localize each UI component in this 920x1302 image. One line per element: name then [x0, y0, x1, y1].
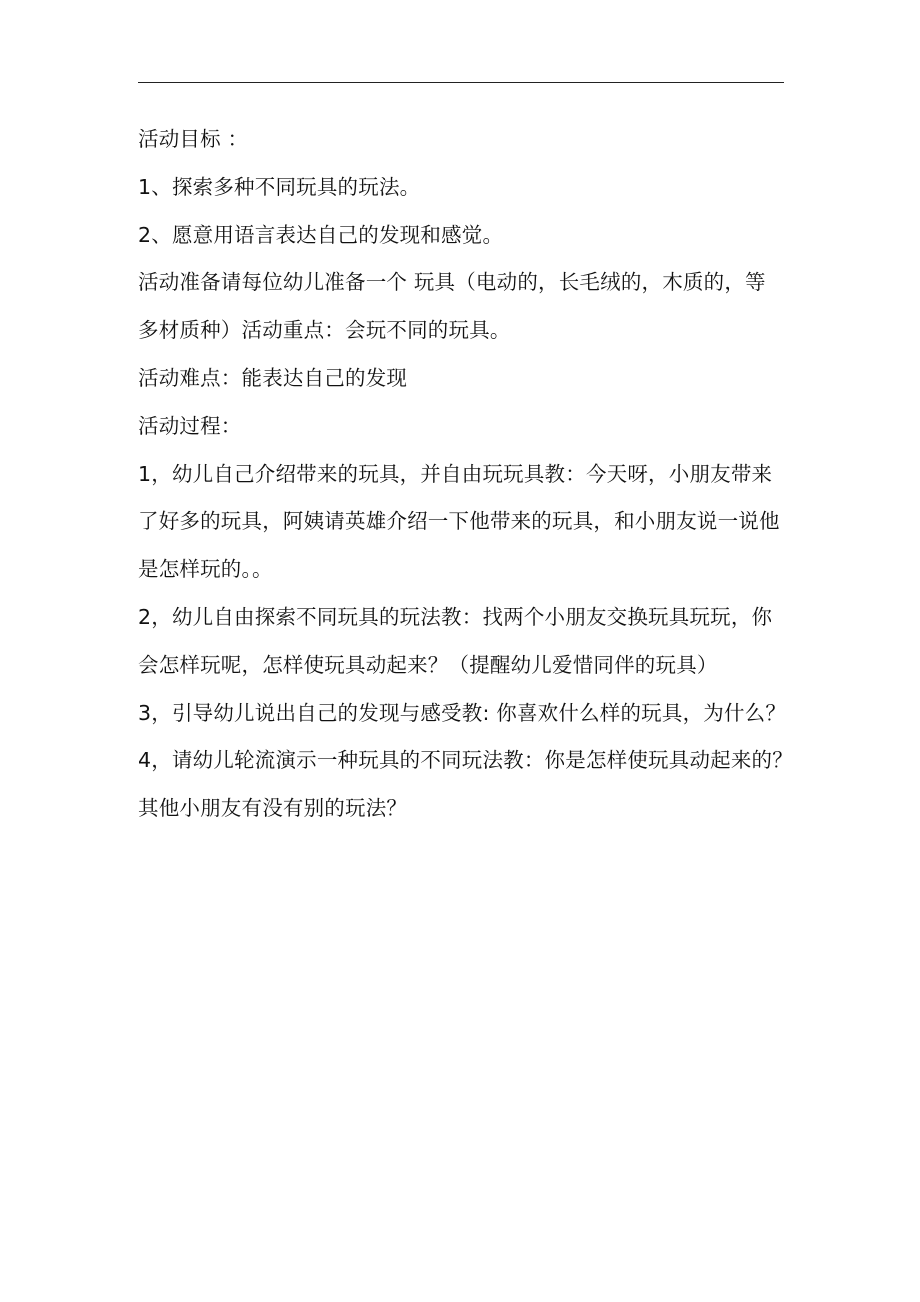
process-step-1-line-3: 是怎样玩的。。 — [138, 557, 273, 582]
process-step-2-line-2: 会怎样玩呢，怎样使玩具动起来？（提醒幼儿爱惜同伴的玩具） — [138, 652, 718, 677]
goal-item-1: 1、探索多种不同玩具的玩法。 — [138, 174, 421, 199]
goals-heading: 活动目标 ： — [138, 127, 249, 151]
preparation-key-point-line: 多材质种）活动重点：会玩不同的玩具。 — [138, 318, 511, 343]
goal-item-2: 2、愿意用语言表达自己的发现和感觉。 — [138, 222, 504, 247]
document-body — [138, 116, 793, 833]
difficulty-line: 活动难点：能表达自己的发现 — [138, 365, 408, 390]
process-step-3: 3，引导幼儿说出自己的发现与感受教: 你喜欢什么样的玩具，为什么？ — [138, 700, 787, 725]
process-step-2-line-1: 2，幼儿自由探索不同玩具的玩法教：找两个小朋友交换玩具玩玩，你 — [138, 604, 773, 629]
preparation-line: 活动准备请每位幼儿准备一个 玩具（电动的，长毛绒的，木质的，等 — [138, 270, 766, 295]
process-step-4-line-1: 4，请幼儿轮流演示一种玩具的不同玩法教：你是怎样使玩具动起来的？ — [138, 748, 793, 773]
process-heading: 活动过程： — [138, 413, 242, 438]
process-step-4-line-2: 其他小朋友有没有别的玩法？ — [138, 796, 408, 821]
process-step-1-line-2: 了好多的玩具，阿姨请英雄介绍一下他带来的玩具，和小朋友说一说他 — [138, 509, 780, 534]
header-rule — [138, 82, 784, 83]
process-step-1-line-1: 1，幼儿自己介绍带来的玩具，并自由玩玩具教：今天呀，小朋友带来 — [138, 461, 773, 486]
